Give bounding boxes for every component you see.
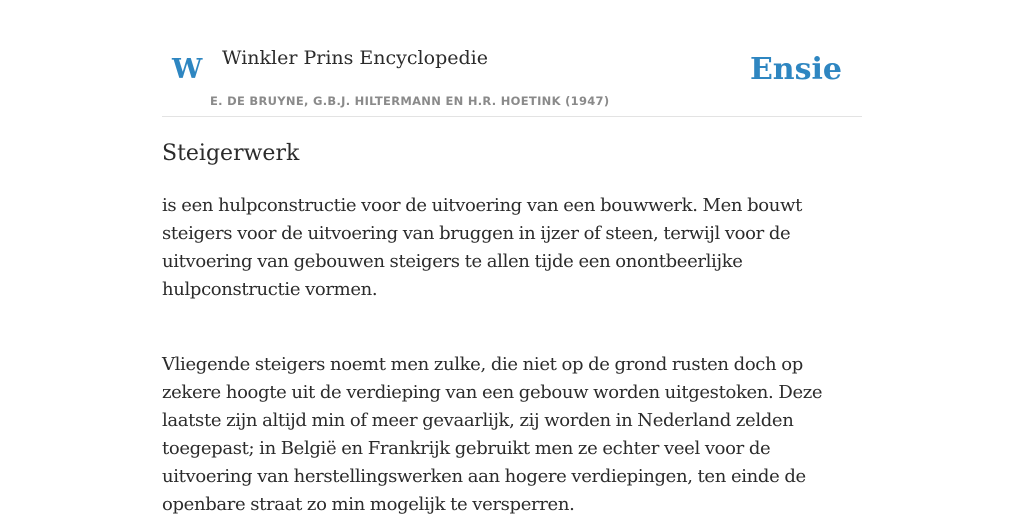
entry-paragraph: Vliegende steigers noemt men zulke, die niet op de grond rusten doch op zekere hoogte uit de verdieping van een gebouw worden uitgestoken. Deze laatste zijn altijd min of meer gevaarlijk, zij worden in Nederland zelden toegepast; in België en Frankrijk gebruikt men ze echter veel voor de uitvoering van herstellingswerken aan hogere verdiepingen, ten einde de openbare straat zo min mogelijk te versperren. <box>162 354 823 515</box>
source-title[interactable]: Winkler Prins Encyclopedie <box>222 47 488 69</box>
page <box>162 0 862 515</box>
source-authors: E. DE BRUYNE, G.B.J. HILTERMANN EN H.R. HOETINK (1947) <box>210 94 610 108</box>
entry-paragraph: is een hulpconstructie voor de uitvoering van een bouwwerk. Men bouwt steigers voor de uitvoering van bruggen in ijzer of steen, terwijl voor de uitvoering van gebouwen steigers te allen tijde een onontbeerlijke hulpconstructie vormen. <box>162 195 802 300</box>
source-logo[interactable]: W <box>172 54 203 85</box>
brand-logo-link[interactable]: Ensie <box>749 52 842 87</box>
source-header <box>162 0 862 117</box>
entry-title: Steigerwerk <box>162 141 300 166</box>
